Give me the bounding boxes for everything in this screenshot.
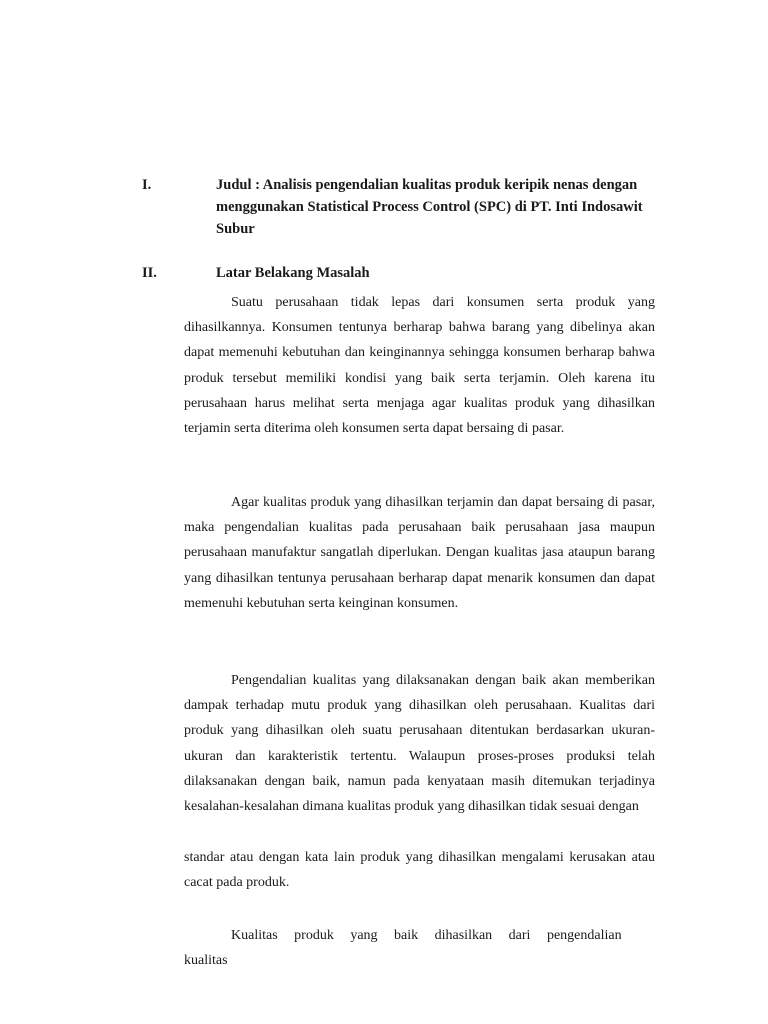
body-paragraph: Pengendalian kualitas yang dilaksanakan dengan baik akan memberikan dampak terhadap mutu produk yang dihasilkan oleh perusahaan. Kualitas dari produk yang dihasilkan oleh suatu perusahaan ditentukan berdasarkan ukuran- ukuran dan karakteristik tertentu. Walaupun proses-proses produksi telah dilaksanakan dengan baik, namun pada kenyataan masih ditemukan terjadinya kesalahan-kesalahan dimana kualitas produk yang dihasilkan tidak sesuai dengan [184, 673, 655, 815]
section-heading: Latar Belakang Masalah [216, 265, 370, 281]
body-paragraph: Suatu perusahaan tidak lepas dari konsumen serta produk yang dihasilkannya. Konsumen tentunya berharap bahwa barang yang dibelinya akan dapat memenuhi kebutuhan dan keinginannya sehingga konsumen berharap bahwa produk tersebut memiliki kondisi yang baik serta terjamin. Oleh karena itu perusahaan harus melihat serta menjaga agar kualitas produk yang dihasilkan terjamin serta diterima oleh konsumen serta dapat bersaing di pasar. [184, 295, 655, 437]
body-paragraph: Agar kualitas produk yang dihasilkan terjamin dan dapat bersaing di pasar, maka pengendalian kualitas pada perusahaan baik perusahaan jasa maupun perusahaan manufaktur sangatlah diperlukan. Dengan kualitas jasa ataupun barang yang dihasilkan tentunya perusahaan berharap dapat menarik konsumen dan dapat memenuhi kebutuhan serta keinginan konsumen. [184, 495, 655, 611]
document-title: Judul : Analisis pengendalian kualitas produk keripik nenas dengan menggunakan Statistical Process Control (SPC) di PT. Inti Indosawit Subur [216, 177, 643, 237]
body-paragraph: Kualitas produk yang baik dihasilkan dari pengendalian kualitas [184, 928, 622, 969]
section-number: I. [142, 177, 152, 193]
body-paragraph: standar atau dengan kata lain produk yang dihasilkan mengalami kerusakan atau cacat pada produk. [184, 850, 655, 891]
section-number: II. [142, 265, 157, 281]
